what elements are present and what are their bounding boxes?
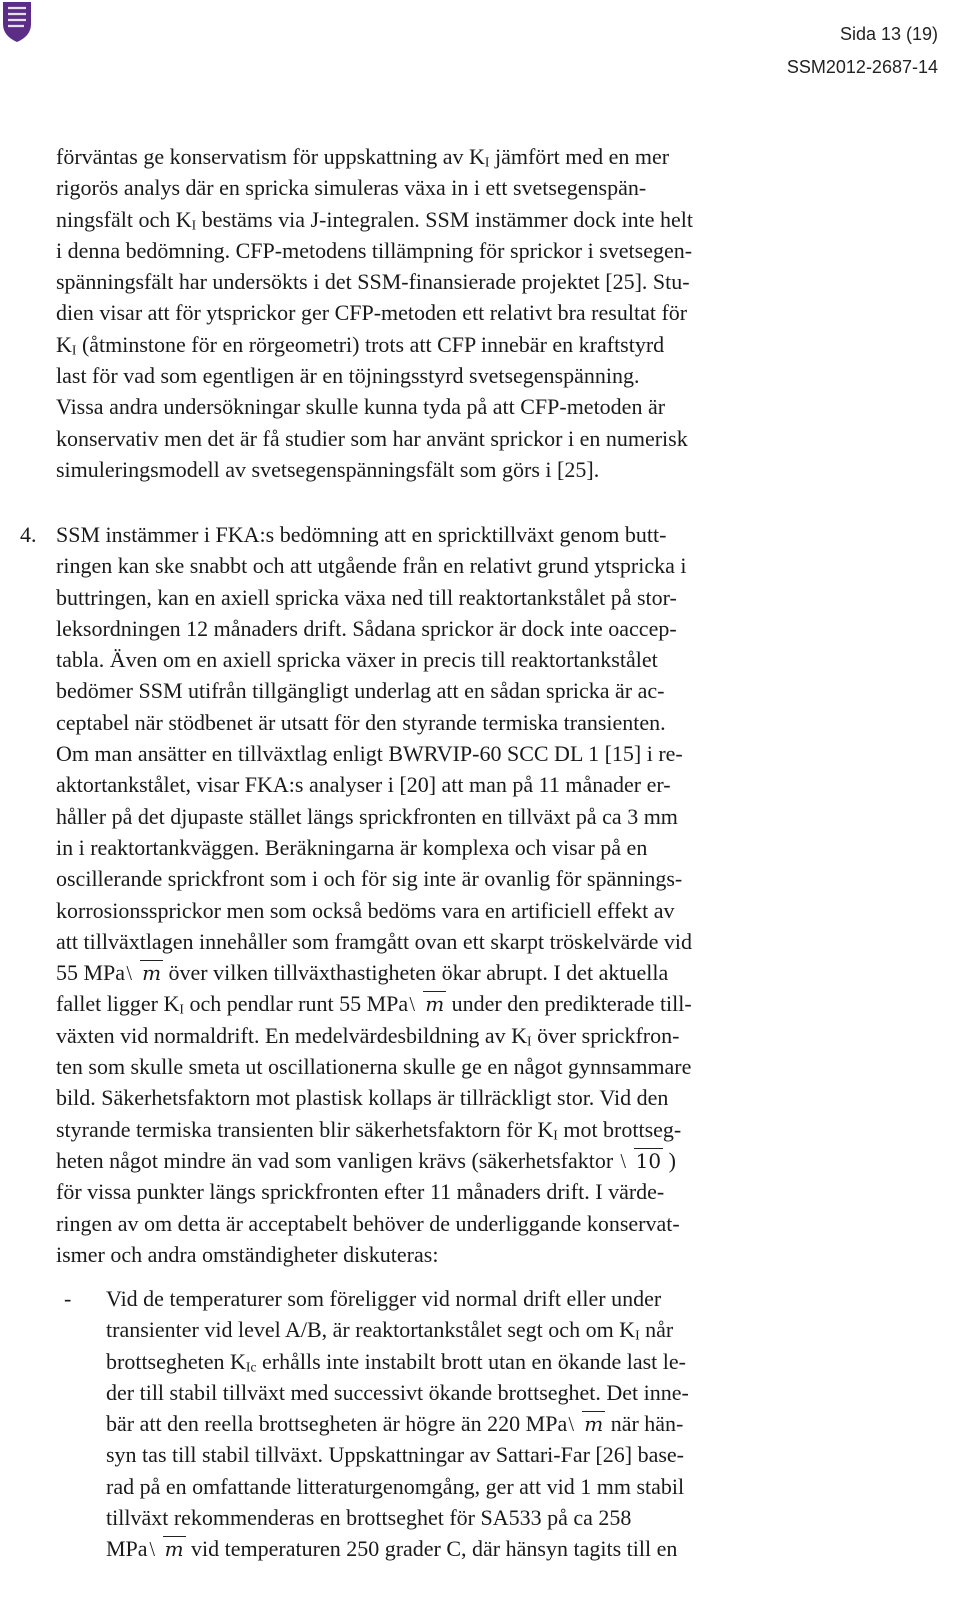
text-run: ten som skulle smeta ut oscillationerna skulle ge en något gynnsammare	[56, 1054, 692, 1080]
text-run: transienter vid level A/B, är reaktortankstålet segt och om K	[106, 1317, 636, 1343]
text-line	[56, 926, 692, 957]
text-line	[56, 832, 692, 863]
text-line	[106, 1533, 689, 1564]
text-line	[56, 141, 693, 172]
text-run: och pendlar runt 55 MPa	[183, 991, 409, 1017]
text-run: ningsfält och K	[56, 206, 192, 232]
text-line	[56, 235, 693, 266]
text-line	[56, 266, 693, 297]
text-run: när hän-	[605, 1411, 684, 1437]
text-run: in i reaktortankväggen. Beräkningarna är komplexa och visar på en	[56, 834, 648, 860]
text-run: att tillväxtlagen innehåller som framgått ovan ett skarpt tröskelvärde vid	[56, 928, 692, 954]
text-line	[56, 204, 693, 235]
text-run: för vissa punkter längs sprickfronten efter 11 månaders drift. I värde-	[56, 1179, 665, 1205]
page-number: Sida 13 (19)	[839, 24, 938, 44]
text-run: leksordningen 12 månaders drift. Sådana sprickor är dock inte oaccep-	[56, 615, 677, 641]
text-line	[56, 550, 692, 581]
text-line	[106, 1346, 689, 1377]
text-run: jämfört med en mer	[489, 144, 670, 169]
text-line	[56, 988, 692, 1019]
subscript: I	[484, 154, 490, 170]
text-run: når	[639, 1317, 674, 1343]
square-root: 10	[620, 1145, 663, 1177]
text-line	[56, 1051, 692, 1082]
text-line	[106, 1439, 689, 1470]
text-line	[56, 172, 693, 203]
ssm-shield-logo-icon	[0, 0, 34, 44]
text-run: tabla. Även om en axiell spricka växer in precis till reaktortankstålet	[56, 647, 658, 673]
subscript: I	[635, 1328, 640, 1344]
text-line	[56, 1239, 692, 1270]
text-run: bedömer SSM utifrån tillgängligt underlag att en sådan spricka är ac-	[56, 678, 665, 704]
text-run: tillväxt rekommenderas en brottseghet för SA533 på ca 258	[106, 1505, 632, 1531]
text-run: heten något mindre än vad som vanligen krävs (säkerhetsfaktor	[56, 1147, 619, 1173]
text-run: )	[663, 1147, 676, 1173]
text-run: oscillerande sprickfront som i och för sig inte är ovanlig för spännings-	[56, 866, 683, 892]
square-root: m	[126, 957, 163, 989]
text-line	[56, 297, 693, 328]
text-line	[56, 675, 692, 706]
document-id: SSM2012-2687-14	[786, 57, 938, 77]
paragraph-continuation	[56, 141, 693, 485]
subscript: I	[191, 217, 197, 233]
subscript: Ic	[245, 1359, 257, 1375]
text-line	[56, 582, 692, 613]
text-run: fallet ligger K	[56, 991, 180, 1017]
text-run: rad på en omfattande litteraturgenomgång, ger att vid 1 mm stabil	[106, 1473, 685, 1499]
text-run: bär att den reella brottsegheten är högre än 220 MPa	[106, 1411, 568, 1437]
text-run: erhålls inte instabilt brott utan en ökande last le-	[256, 1348, 686, 1374]
text-run: buttringen, kan en axiell spricka växa ned till reaktortankstålet på stor-	[56, 584, 677, 610]
text-run: 55 MPa	[56, 960, 126, 986]
text-run: ismer och andra omständigheter diskuteras:	[56, 1241, 439, 1267]
text-run: förväntas ge konservatism för uppskattning av K	[56, 144, 485, 169]
text-line	[106, 1314, 689, 1345]
text-line	[56, 1020, 692, 1051]
text-run: i denna bedömning. CFP-metodens tillämpning för sprickor i svetsegen-	[56, 237, 693, 263]
text-run: SSM instämmer i FKA:s bedömning att en spricktillväxt genom butt-	[56, 522, 667, 547]
text-run: korrosionssprickor men som också bedöms vara en artificiell effekt av	[56, 897, 675, 923]
text-run: bild. Säkerhetsfaktorn mot plastisk kollaps är tillräckligt stor. Vid den	[56, 1085, 669, 1111]
text-run: Om man ansätter en tillväxtlag enligt BWRVIP-60 SCC DL 1 [15] i re-	[56, 741, 683, 767]
subscript: I	[179, 1002, 184, 1018]
text-line	[56, 707, 692, 738]
text-line	[56, 329, 693, 360]
text-run: över vilken tillväxthastigheten ökar abrupt. I det aktuella	[163, 960, 669, 986]
text-run: MPa	[106, 1536, 148, 1562]
text-run: ringen av om detta är acceptabelt behöver de underliggande konservat-	[56, 1210, 680, 1236]
text-run: der till stabil tillväxt med successivt ökande brottseghet. Det inne-	[106, 1379, 689, 1405]
text-line	[56, 423, 693, 454]
text-run: konservativ men det är få studier som har använt sprickor i en numerisk	[56, 425, 688, 451]
text-run: ceptabel när stödbenet är utsatt för den styrande termiska transienten.	[56, 709, 666, 735]
text-line	[106, 1377, 689, 1408]
text-run: håller på det djupaste stället längs sprickfronten en tillväxt på ca 3 mm	[56, 803, 678, 829]
text-line	[56, 1082, 692, 1113]
text-run: styrande termiska transienten blir säkerhetsfaktorn för K	[56, 1116, 554, 1142]
text-run: rigorös analys där en spricka simuleras växa in i ett svetsegenspän-	[56, 175, 647, 201]
text-run: spänningsfält har undersökts i det SSM-finansierade projektet [25]. Stu-	[56, 269, 690, 295]
text-line	[106, 1408, 689, 1439]
text-run: Vid de temperaturer som föreligger vid normal drift eller under	[106, 1286, 662, 1311]
text-line	[56, 895, 692, 926]
text-line	[56, 863, 692, 894]
text-run: last för vad som egentligen är en töjningsstyrd svetsegenspänning.	[56, 363, 640, 389]
bullet-dash: -	[64, 1286, 72, 1311]
text-run: syn tas till stabil tillväxt. Uppskattningar av Sattari-Far [26] base-	[106, 1442, 684, 1468]
text-line	[56, 613, 692, 644]
text-line	[56, 644, 692, 675]
text-run: bestäms via J-integralen. SSM instämmer dock inte helt	[196, 206, 693, 232]
text-line	[56, 769, 692, 800]
text-line	[56, 1176, 692, 1207]
text-line	[56, 519, 692, 550]
text-line	[56, 957, 692, 988]
text-line	[56, 1114, 692, 1145]
text-run: växten vid normaldrift. En medelvärdesbildning av K	[56, 1022, 528, 1048]
text-run: Vissa andra undersökningar skulle kunna tyda på att CFP-metoden är	[56, 394, 666, 420]
text-line	[56, 1208, 692, 1239]
text-line	[56, 391, 693, 422]
square-root: m	[409, 988, 446, 1020]
text-run: brottsegheten K	[106, 1348, 246, 1374]
text-run: dien visar att för ytsprickor ger CFP-metoden ett relativt bra resultat för	[56, 300, 688, 326]
text-line	[56, 1145, 692, 1176]
text-line	[56, 454, 693, 485]
text-run: (åtminstone för en rörgeometri) trots att CFP innebär en kraftstyrd	[76, 331, 665, 357]
text-line	[56, 801, 692, 832]
text-run: vid temperaturen 250 grader C, där hänsyn tagits till en	[185, 1536, 678, 1562]
text-run: under den predikterade till-	[446, 991, 692, 1017]
text-line	[106, 1283, 689, 1314]
subscript: I	[553, 1127, 558, 1143]
text-run: över sprickfron-	[531, 1022, 680, 1048]
text-run: simuleringsmodell av svetsegenspänningsfält som görs i [25].	[56, 456, 600, 482]
list-number: 4.	[20, 522, 37, 547]
bullet-item-text	[106, 1283, 689, 1565]
text-line	[56, 738, 692, 769]
text-run: aktortankstålet, visar FKA:s analyser i [20] att man på 11 månader er-	[56, 772, 671, 798]
text-line	[56, 360, 693, 391]
square-root: m	[568, 1408, 605, 1440]
text-line	[106, 1471, 689, 1502]
text-run: mot brottseg-	[557, 1116, 682, 1142]
text-run: ringen kan ske snabbt och att utgående från en relativt grund ytspricka i	[56, 553, 687, 579]
subscript: I	[527, 1033, 532, 1049]
square-root: m	[149, 1533, 186, 1565]
text-run: K	[56, 331, 72, 357]
subscript: I	[71, 342, 77, 358]
text-line	[106, 1502, 689, 1533]
list-item-body	[56, 519, 692, 1270]
